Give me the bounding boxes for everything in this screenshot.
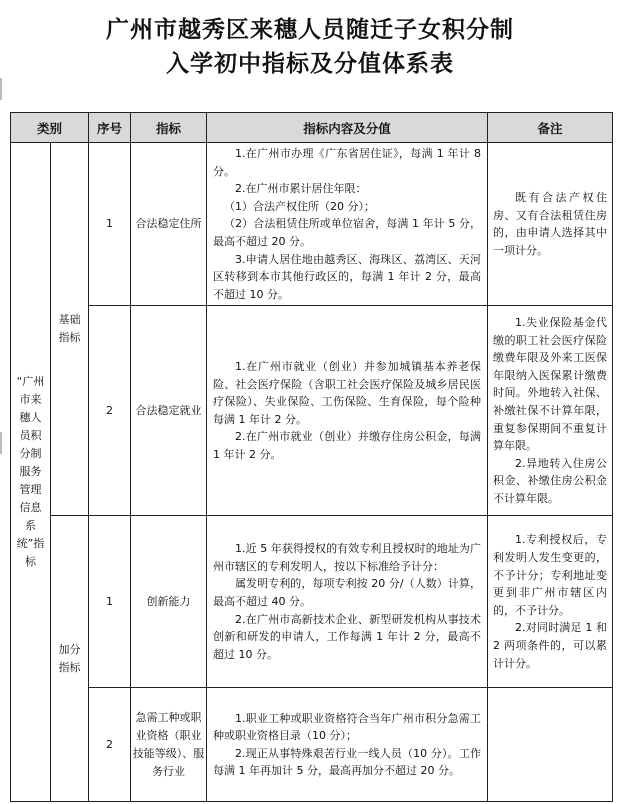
category-basic: 基础指标 <box>51 143 89 516</box>
category-bonus: 加分指标 <box>51 516 89 802</box>
row-note <box>488 516 613 688</box>
content-paragraph: 1.近 5 年获得授权的有效专利且授权时的地址为广州市辖区的专利发明人，按以下标准给予计分： <box>213 542 482 573</box>
table-header-row <box>11 113 613 143</box>
row-indicator: 合法稳定住所 <box>131 143 207 306</box>
row-content <box>207 306 488 516</box>
content-paragraph: 2.在广州市就业（创业）并缴存住房公积金，每满 1 年计 2 分。 <box>213 430 482 462</box>
content-paragraph: 2.在广州市高新技术企业、新型研发机构从事技术创新和研发的申请人，工作每满 1 年计 2 分，最高不超过 10 分。 <box>213 612 482 661</box>
row-content <box>207 143 488 306</box>
note-paragraph: 2.异地转入住房公积金、补缴住房公积金不计算年限。 <box>493 456 608 506</box>
category-main: “广州市来穗人员积分制服务管理信息系统”指标 <box>11 143 51 802</box>
row-seq: 2 <box>89 688 131 802</box>
header-note: 备注 <box>488 113 613 143</box>
table-row <box>11 688 613 802</box>
row-seq: 1 <box>89 143 131 306</box>
content-paragraph: （2）合法租赁住所或单位宿舍，每满 1 年计 5 分，最高不超过 20 分。 <box>213 217 482 248</box>
left-edge-marker <box>0 78 2 100</box>
table-row <box>11 143 613 306</box>
note-paragraph: 2.对同时满足 1 和 2 两项条件的，可以累计计分。 <box>493 621 608 670</box>
row-content <box>207 688 488 802</box>
row-seq: 1 <box>89 516 131 688</box>
row-indicator: 创新能力 <box>131 516 207 688</box>
row-note <box>488 143 613 306</box>
row-note <box>488 306 613 516</box>
content-paragraph: 1.在广州市办理《广东省居住证》，每满 1 年计 8 分。 <box>213 147 482 178</box>
note-paragraph: 1.失业保险基金代缴的职工社会医疗保险缴费年限及外来工医保年限纳入医保累计缴费时间。外地转入社保、补缴社保不计算年限，重复参保期间不重复计算年限。 <box>493 316 608 453</box>
left-edge-marker <box>0 432 2 454</box>
indicator-table <box>10 112 613 802</box>
header-indicator: 指标 <box>131 113 207 143</box>
row-indicator: 急需工种或职业资格（职业技能等级）、服务行业 <box>131 688 207 802</box>
content-paragraph: 1.职业工种或职业资格符合当年广州市积分急需工种或职业资格目录（10 分）； <box>213 711 482 743</box>
header-content: 指标内容及分值 <box>207 113 488 143</box>
header-seq: 序号 <box>89 113 131 143</box>
note-paragraph: 既有合法产权住房、又有合法租赁住房的，由申请人选择其中一项计分。 <box>493 190 608 257</box>
table-row <box>11 516 613 688</box>
content-paragraph: 3.申请人居住地由越秀区、海珠区、荔湾区、天河区转移到本市其他行政区的，每满 1 年计 2 分，最高不超过 10 分。 <box>213 252 482 301</box>
note-paragraph: 1.专利授权后，专利发明人发生变更的，不予计分；专利地址变更到非广州市辖区内的，不予计分。 <box>493 533 608 617</box>
page-title-line-2: 入学初中指标及分值体系表 <box>166 51 454 77</box>
content-paragraph: （1）合法产权住所（20 分）； <box>224 199 376 213</box>
header-category: 类别 <box>11 113 89 143</box>
row-content <box>207 516 488 688</box>
row-seq: 2 <box>89 306 131 516</box>
content-paragraph: 属发明专利的，每项专利按 20 分/（人数）计算，最高不超过 40 分。 <box>213 577 482 609</box>
content-paragraph: 2.在广州市累计居住年限： <box>235 182 367 196</box>
row-indicator: 合法稳定就业 <box>131 306 207 516</box>
table-row <box>11 306 613 516</box>
row-note <box>488 688 613 802</box>
page-title-line-1: 广州市越秀区来穗人员随迁子女积分制 <box>106 17 514 43</box>
content-paragraph: 1.在广州市就业（创业）并参加城镇基本养老保险、社会医疗保险（含职工社会医疗保险及城乡居民医疗保险）、失业保险、工伤保险、生育保险，每个险种每满 1 年计 2 分。 <box>213 360 482 426</box>
content-paragraph: 2.现正从事特殊艰苦行业一线人员（10 分）。工作每满 1 年再加计 5 分，最高再加分不超过 20 分。 <box>213 746 482 778</box>
